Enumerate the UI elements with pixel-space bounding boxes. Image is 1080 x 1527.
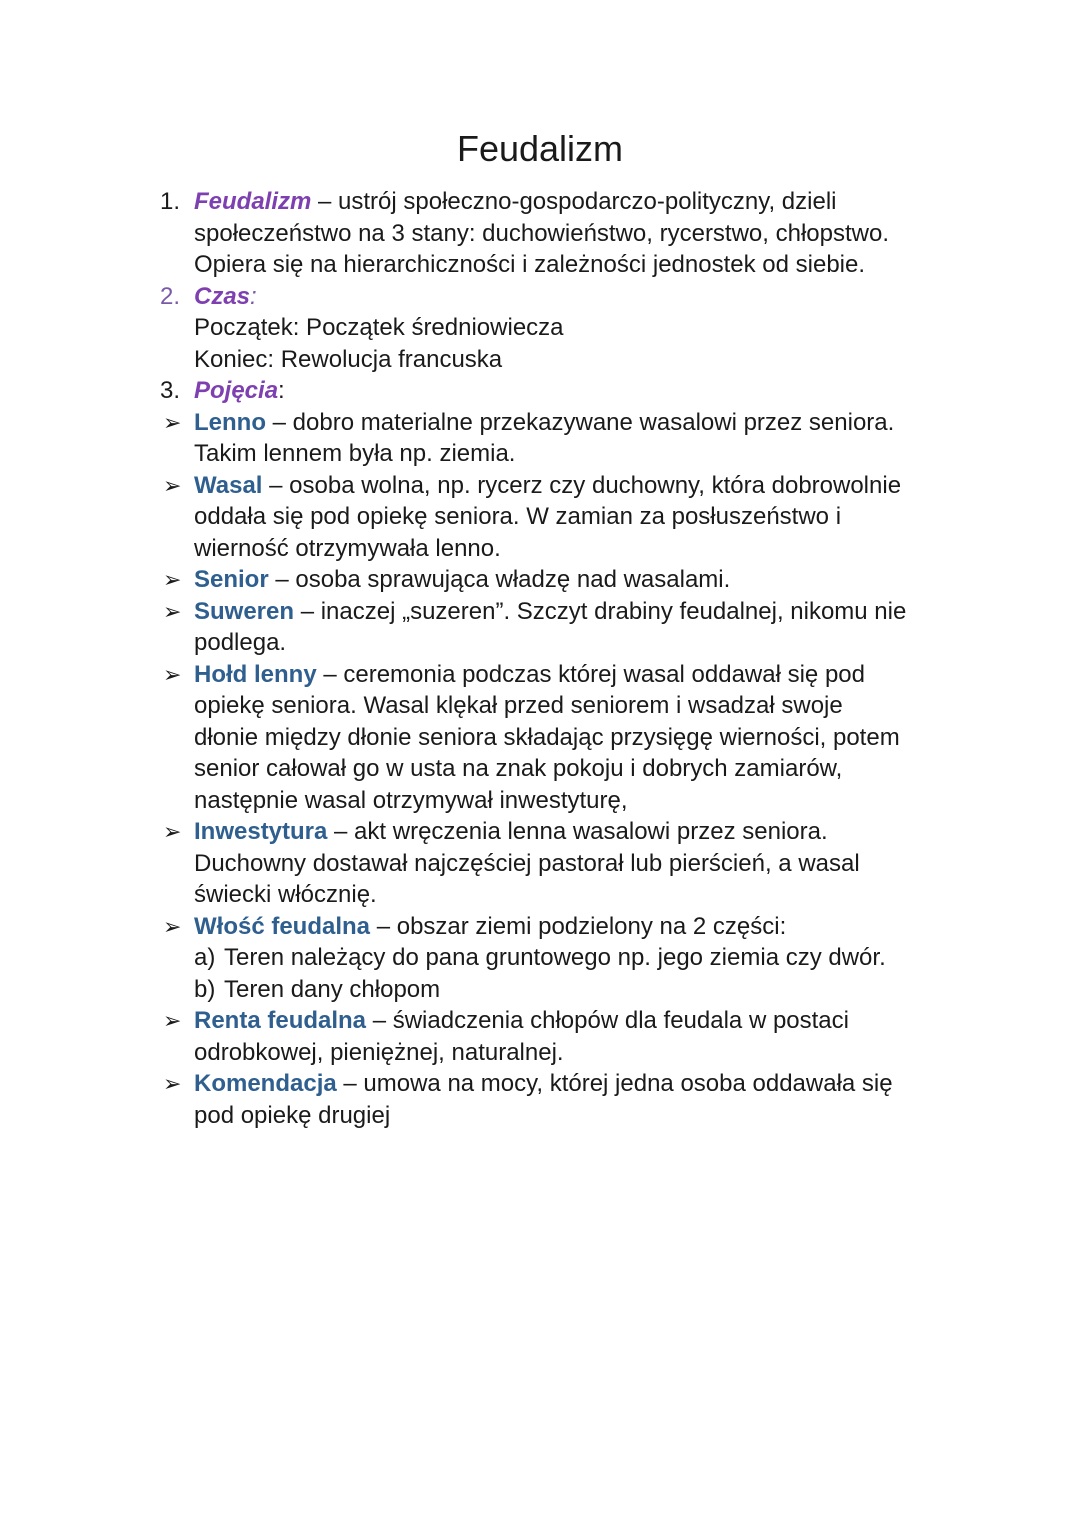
term-czas: Czas <box>194 282 251 310</box>
numbered-item-definition <box>160 186 960 281</box>
document-body <box>160 186 960 1131</box>
term-definition: pod opiekę drugiej <box>194 1101 391 1129</box>
numbered-item-concepts <box>160 375 960 407</box>
term-item-komendacja <box>160 1068 960 1131</box>
term-item-renta-feudalna <box>160 1005 960 1068</box>
item-number: 3. <box>160 377 181 404</box>
sub-item <box>194 974 960 1006</box>
term-definition: – świadczenia chłopów dla feudala w postaci <box>366 1007 849 1034</box>
term-item-inwestytura <box>160 816 960 911</box>
term-definition: – ceremonia podczas której wasal oddawał się pod <box>316 660 865 688</box>
term-definition: dłonie między dłonie seniora składając przysięgę wierności, potem <box>194 723 900 751</box>
term-name: Wasal <box>194 471 263 499</box>
item-number: 1. <box>160 188 181 215</box>
arrow-bullet-icon: ➢ <box>163 1071 182 1096</box>
term-definition: – obszar ziemi podzielony na 2 części: <box>370 912 787 940</box>
term-name: Hołd lenny <box>194 660 317 688</box>
definition-line: – ustrój społeczno-gospodarczo-polityczny, dzieli <box>311 188 837 215</box>
term-name: Komendacja <box>194 1070 337 1097</box>
sub-item <box>194 942 960 974</box>
term-definition: – akt wręczenia lenna wasalowi przez seniora. <box>327 818 828 845</box>
term-item-suweren <box>160 596 960 659</box>
term-definition: opiekę seniora. Wasal klękał przed seniorem i wsadzał swoje <box>194 692 843 719</box>
item-number: 2. <box>160 282 181 310</box>
term-name: Lenno <box>194 408 266 436</box>
term-definition: – osoba wolna, np. rycerz czy duchowny, która dobrowolnie <box>262 471 902 499</box>
term-name: Inwestytura <box>194 818 328 845</box>
term-definition: następnie wasal otrzymywał inwestyturę, <box>194 786 628 814</box>
arrow-bullet-icon: ➢ <box>163 598 182 624</box>
term-name: Włość feudalna <box>194 912 371 940</box>
term-item-senior <box>160 564 960 596</box>
term-definition: oddała się pod opiekę seniora. W zamian za posłuszeństwo i <box>194 503 842 530</box>
arrow-bullet-icon: ➢ <box>163 472 182 498</box>
term-name: Suweren <box>194 597 295 625</box>
arrow-bullet-icon: ➢ <box>163 913 182 939</box>
term-item-lenno <box>160 407 960 470</box>
term-item-hold-lenny <box>160 659 960 817</box>
term-definition: – inaczej „suzeren”. Szczyt drabiny feudalnej, nikomu nie <box>294 597 907 625</box>
arrow-bullet-icon: ➢ <box>163 409 182 435</box>
term-item-wlosc-feudalna <box>160 911 960 1006</box>
sub-item-text: Teren należący do pana gruntowego np. jego ziemia czy dwór. <box>224 944 886 971</box>
arrow-bullet-icon: ➢ <box>163 1008 182 1033</box>
sub-item-letter: b) <box>194 975 216 1003</box>
term-definition: – osoba sprawująca władzę nad wasalami. <box>268 566 731 593</box>
term-name: Renta feudalna <box>194 1007 367 1034</box>
colon: : <box>250 282 257 310</box>
definition-line: społeczeństwo na 3 stany: duchowieństwo, rycerstwo, chłopstwo. <box>194 219 890 247</box>
term-definition: świecki włócznię. <box>194 881 377 908</box>
term-definition: senior całował go w usta na znak pokoju i dobrych zamiarów, <box>194 755 843 782</box>
term-definition: – dobro materialne przekazywane wasalowi przez seniora. <box>266 408 895 436</box>
term-definition: wierność otrzymywała lenno. <box>194 534 501 562</box>
colon: : <box>278 377 285 404</box>
term-definition: – umowa na mocy, której jedna osoba oddawała się <box>336 1070 893 1097</box>
time-end: Koniec: Rewolucja francuska <box>194 345 503 373</box>
sub-item-text: Teren dany chłopom <box>224 975 441 1003</box>
sub-item-letter: a) <box>194 944 216 971</box>
arrow-bullet-icon: ➢ <box>163 567 182 592</box>
time-start: Początek: Początek średniowiecza <box>194 314 564 341</box>
term-item-wasal <box>160 470 960 565</box>
term-definition: Takim lennem była np. ziemia. <box>194 440 516 467</box>
term-definition: Duchowny dostawał najczęściej pastorał lub pierścień, a wasal <box>194 849 860 877</box>
definition-line: Opiera się na hierarchiczności i zależności jednostek od siebie. <box>194 251 866 278</box>
term-definition: odrobkowej, pieniężnej, naturalnej. <box>194 1038 564 1066</box>
term-feudalizm: Feudalizm <box>194 188 312 215</box>
term-pojecia: Pojęcia <box>194 377 279 404</box>
page-title: Feudalizm <box>456 128 624 169</box>
term-name: Senior <box>194 566 269 593</box>
term-definition: podlega. <box>194 629 287 656</box>
arrow-bullet-icon: ➢ <box>163 819 182 844</box>
numbered-item-time <box>160 281 960 376</box>
arrow-bullet-icon: ➢ <box>163 661 182 687</box>
